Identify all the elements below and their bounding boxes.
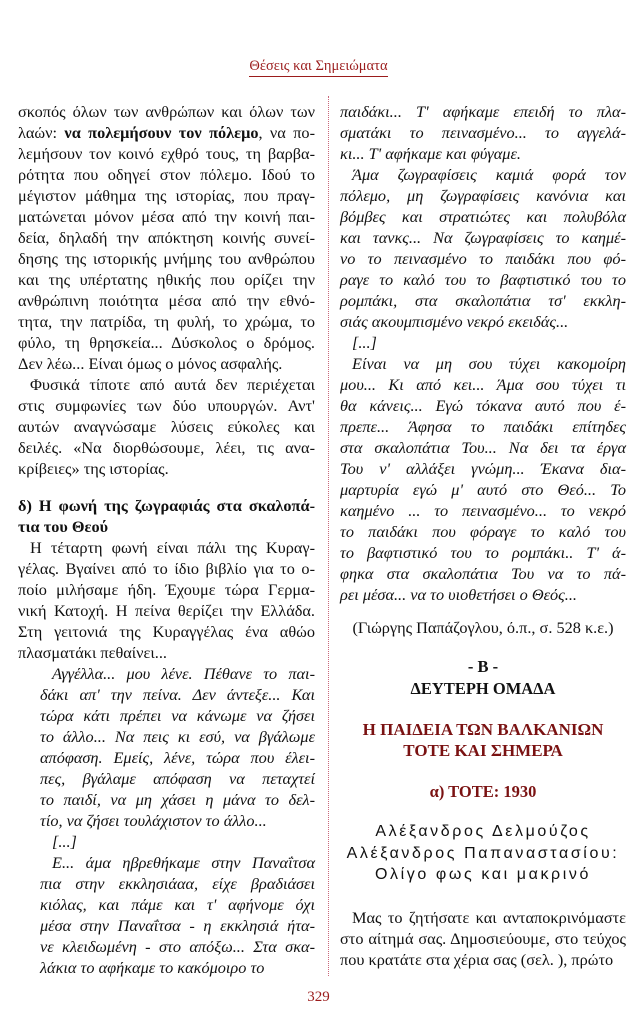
- text-line: το παιδάκι που φόραγε το καλό του: [340, 522, 626, 541]
- text-line: πρεπε... Άφησα το παιδάκι επίτηδες: [340, 417, 626, 436]
- text-line: φύλο, τη θρησκεία... Δύσκολος ο δρόμος.: [18, 333, 315, 352]
- text-line: θα κάνεις... Εγώ τόκανα αυτό που έ-: [340, 396, 626, 415]
- text-line: Στη γειτονιά της Κυραγγέλας ένα αθώο: [18, 622, 315, 641]
- text-line: δησης της ιστορικής μνήμης του ανθρώπου: [18, 249, 315, 268]
- text-line: τώρα κάτι πρέπει να κάνωμε να ζήσει: [40, 706, 315, 725]
- text-line: Μας το ζητήσατε και ανταποκρινόμαστε: [352, 908, 626, 927]
- text-line: σιάς ακουμπισμένο νεκρό εκειδάς...: [340, 312, 569, 331]
- citation: (Γιώργης Παπάζογλου, ό.π., σ. 528 κ.ε.): [352, 618, 614, 637]
- text-line: σματάκι το πεινασμένο... το αγγελά-: [340, 123, 626, 142]
- subtitle-line: Ολίγο φως και μακρινό: [374, 866, 592, 883]
- text-line: στα σκαλοπάτια Του... Να δει τα έργα: [340, 438, 626, 457]
- article-title: [340, 821, 626, 886]
- bold-emphasis: να πολεμήσουν τον πόλεμο: [64, 123, 259, 142]
- text-line: Δεν λέω... Είναι όμως ο μόνος ασφαλής.: [18, 354, 283, 373]
- running-head: [0, 58, 637, 75]
- running-head-text: Θέσεις και Σημειώματα: [249, 58, 387, 77]
- text-line: πες, βγάλαμε απόφαση να πεταχτεί: [40, 769, 315, 788]
- text-line: λάκια το αφήκαμε το κακόμοιρο το: [40, 958, 265, 977]
- author-line: Αλέξανδρος Δελμούζος: [375, 823, 591, 840]
- text-line: παιδάκι... Τ' αφήκαμε επειδή το πλα-: [340, 102, 626, 121]
- page-number: 329: [307, 989, 330, 1005]
- text-line: και τανκς... Να ζωγραφίσεις το καημέ-: [340, 228, 626, 247]
- text-line: σκοπός όλων των ανθρώπων και όλων των: [18, 102, 315, 121]
- text-line: το βαφτιστικό του το ρομπάκι.. Τ' ά-: [340, 543, 626, 562]
- text-line: Αγγέλλα... μου λένε. Πέθανε το παι-: [52, 664, 315, 683]
- text-line: τίο, να ζήσει τουλάχιστον το άλλο...: [40, 811, 267, 830]
- text-line: ρομπάκι, στα σκαλοπάτια τσ' εκκλη-: [340, 291, 626, 310]
- text-line: τητα, την πατρίδα, τη φυλή, το χρώμα, το: [18, 312, 315, 331]
- paragraph: [18, 101, 315, 374]
- text-line: Ε... άμα ηβρεθήκαμε στην Παναΐτσα: [52, 853, 315, 872]
- text-line: [18, 122, 315, 143]
- text-line: απόφαση. Εμείς, λένε, τώρα που έλει-: [40, 748, 315, 767]
- group-title: ΔΕΥΤΕΡΗ ΟΜΑΔΑ: [410, 679, 556, 698]
- text-line: δειλές. «Να διορθώσουμε, λέει, τις ανα-: [18, 438, 315, 457]
- text-span: λαών:: [18, 123, 65, 142]
- text-line: μου... Κι από κει... Άμα σου τύχει τι: [340, 375, 626, 394]
- text-line: νική Κατοχή. Η πείνα θερίζει την Ελλάδα.: [18, 601, 315, 620]
- text-line: κι... Τ' αφήκαμε και φύγαμε.: [340, 144, 521, 163]
- text-line: στις συμφωνίες των δύο υπουργών. Αντ': [18, 396, 315, 415]
- text-line: στο αίτημά σας. Δημοσιεύουμε, στο τεύχος: [340, 929, 626, 948]
- text-line: ματώνεται μόνον μέσα από την κοινή παι-: [18, 207, 315, 226]
- text-line: Φυσικά τίποτε από αυτά δεν περιέχεται: [30, 375, 315, 394]
- text-line: γέλας. Βγαίνει από το ίδιο βιβλίο για το ο-: [18, 559, 315, 578]
- text-line: το παιδί, να μη χάσει η μάνα το δελ-: [40, 790, 315, 809]
- text-line: Άμα ζωγραφίσεις καμιά φορά τον: [352, 165, 626, 184]
- text-line: δ) Η φωνή της ζωγραφιάς στα σκαλοπά-: [18, 496, 315, 515]
- text-line: πια στην εκκλησιάαα, είχε βραδιάσει: [40, 874, 315, 893]
- text-line: ραγε το καλό του το βαφτιστικό του το: [340, 270, 626, 289]
- ellipsis: [18, 831, 315, 852]
- text-line: που κρατάτε στα χέρια σας (σελ. ), πρώτο: [340, 950, 614, 969]
- right-column: [340, 101, 626, 605]
- text-line: Η τέταρτη φωνή είναι πάλι της Κυραγ-: [30, 538, 315, 557]
- title-line: ΤΟΤΕ ΚΑΙ ΣΗΜΕΡΑ: [403, 741, 563, 760]
- left-column: [18, 101, 315, 978]
- text-line: κρίβειες» της ιστορίας.: [18, 459, 169, 478]
- text-line: και της υπέρτατης ηθικής που ορίζει την: [18, 270, 315, 289]
- section-title: [340, 719, 626, 761]
- text-line: πόλεμο, μη ζωγραφίσεις κανόνια και: [340, 186, 626, 205]
- quote-paragraph: [18, 852, 315, 978]
- text-line: μαρτυρία εγώ μ' αυτό στο Θεό... Το: [340, 480, 626, 499]
- quote-paragraph: [18, 663, 315, 831]
- text-line: Του ν' αλλάξει γνώμη... Έκανα δια-: [340, 459, 626, 478]
- text-line: δεία, δηλαδή την απόκτηση κοινής συνεί-: [18, 228, 315, 247]
- title-line: Η ΠΑΙΔΕΙΑ ΤΩΝ ΒΑΛΚΑΝΙΩΝ: [362, 720, 604, 739]
- text-line: μέγιστον μάθημα της ιστορίας, που πραγ-: [18, 186, 315, 205]
- group-mark: - B -: [467, 657, 499, 676]
- text-line: ποίο μιλήσαμε ήδη. Έχουμε τώρα Γερμα-: [18, 580, 315, 599]
- text-line: [...]: [52, 832, 77, 851]
- text-line: τια του Θεού: [18, 517, 109, 536]
- text-line: δάκι απ' την πείνα. Δεν άντεξε... Και: [40, 685, 315, 704]
- text-line: κιόλας, και πάμε και τ' αφήνομε όχι: [40, 895, 315, 914]
- text-line: ρότητα που οδηγεί στον πόλεμο. Ιδού το: [18, 165, 315, 184]
- text-line: πλασματάκι πεθαίνει...: [18, 643, 167, 662]
- quote-paragraph: [340, 353, 626, 605]
- text-line: Είναι να μη σου τύχει κακομοίρη: [352, 354, 626, 373]
- text-line: φηκα στα σκαλοπάτια Του να το πά-: [340, 564, 626, 583]
- text-line: το άλλο... Να πεις κι εσύ, να βγάλωμε: [40, 727, 315, 746]
- paragraph: [18, 537, 315, 663]
- author-line: Αλέξανδρος Παπαναστασίου:: [346, 844, 620, 862]
- text-line: βόμβες και στρατιώτες και πολυβόλα: [340, 207, 626, 226]
- text-line: ρει μέσα... να το υιοθετήσει ο Θεός...: [340, 585, 577, 604]
- ellipsis: [340, 332, 626, 353]
- paragraph: [340, 907, 626, 970]
- text-line: μέσα στην Παναΐτσα - η εκκλησιά ήτα-: [40, 916, 315, 935]
- text-line: λεμήσουν τον κοινό εχθρό τους, τη βαρβα-: [18, 144, 315, 163]
- text-line: [...]: [352, 333, 377, 352]
- column-divider: [328, 96, 329, 976]
- subsection-heading: α) ΤΟΤΕ: 1930: [429, 782, 537, 801]
- text-line: αυτών αναγνώσαμε λύσεις εύκολες και: [18, 417, 315, 436]
- quote-paragraph: [340, 164, 626, 332]
- text-line: νο το πεινασμένο το παιδάκι που φό-: [340, 249, 626, 268]
- section-heading: [18, 495, 315, 537]
- text-span: , να πο-: [258, 123, 315, 142]
- quote-paragraph: [340, 101, 626, 164]
- paragraph: [18, 374, 315, 479]
- text-line: νε κλειδωμένη - στο απόξω... Στα σκα-: [40, 937, 315, 956]
- text-line: καημένο ... το πεινασμένο... το νεκρό: [340, 501, 626, 520]
- text-line: ανθρώπινη ποιότητα μέσα από την εθνό-: [18, 291, 315, 310]
